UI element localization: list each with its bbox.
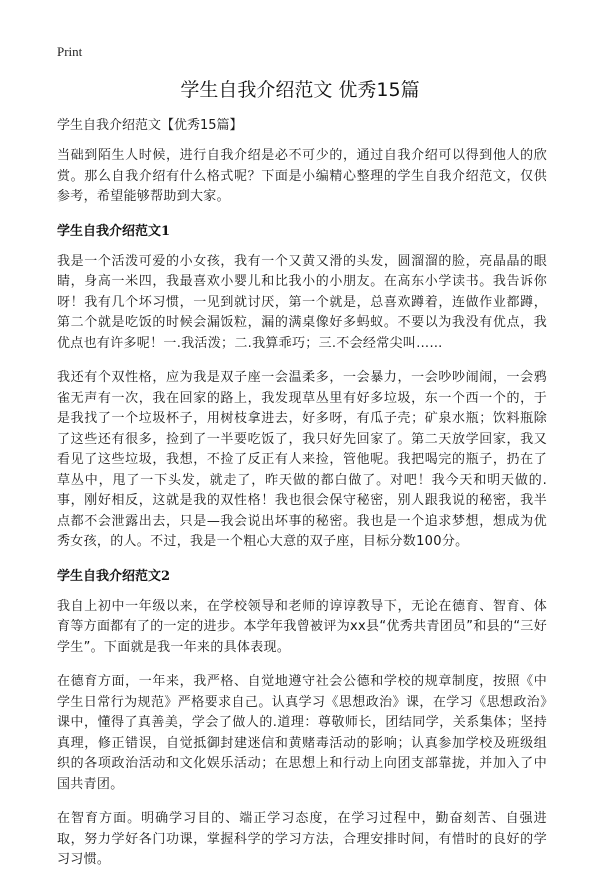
paragraph: 我自上初中一年级以来，在学校领导和老师的谆谆教导下，无论在德育、智育、体育等方面都有了的一定的进步。本学年我曾被评为xx县“优秀共青团员”和县的“三好学生”。下面就是我一年来的具体表现。 bbox=[57, 598, 547, 655]
paragraph: 我还有个双性格，应为我是双子座一会温柔多，一会暴力，一会吵吵闹闹，一会鸦雀无声有一次，我在回家的路上，我发现草丛里有好多垃圾，东一个西一个的，于是我找了一个垃圾杯子，用树枝拿进去，好多呀，有瓜子壳；矿泉水瓶；饮料瓶除了这些还有很多，捡到了一半要吃饭了，我只好先回家了。第二天放学回家，我又看见了这些垃圾，我想，不捡了反正有人来捡，管他呢。我把喝完的瓶子，扔在了草丛中，甩了一下头发，就走了，昨天做的都白做了。对吧！我今天和明天做的.事，刚好相反，这就是我的双性格！我也很会保守秘密，别人跟我说的秘密，我半点都不会泄露出去，只是—我会说出坏事的秘密。我也是一个追求梦想，想成为优秀女孩，的人。不过，我是一个粗心大意的双子座，目标分数100分。 bbox=[57, 370, 547, 549]
paragraph: 我是一个活泼可爱的小女孩，我有一个又黄又滑的头发，圆溜溜的脸，亮晶晶的眼睛，身高一米四，我最喜欢小婴儿和比我小的小朋友。在高东小学读书。我告诉你呀！我有几个坏习惯，一见到就讨厌，第一个就是，总喜欢蹲着，连做作业都蹲，第二个就是吃饭的时候会漏饭粒，漏的满桌像好多蚂蚁。不要以为我没有优点，我优点也有许多呢！一.我活泼；二.我算乖巧；三.不会经常尖叫…… bbox=[57, 253, 547, 351]
section-heading: 学生自我介绍范文2 bbox=[57, 568, 171, 584]
paragraph: 在德育方面，一年来，我严格、自觉地遵守社会公德和学校的规章制度，按照《中学生日常行为规范》严格要求自己。认真学习《思想政治》课，在学习《思想政治》课中，懂得了真善美，学会了做人的.道理：尊敬师长，团结同学，关系集体；坚持真理，修正错误，自觉抵御封建迷信和黄赌毒活动的影响；认真参加学校及班级组织的各项政治活动和文化娱乐活动；在思想上和行动上向团支部靠拢，并加入了中国共青团。 bbox=[57, 674, 547, 792]
page-title: 学生自我介绍范文 优秀15篇 bbox=[180, 79, 420, 101]
intro-paragraph: 当础到陌生人时候，进行自我介绍是必不可少的，通过自我介绍可以得到他人的欣赏。那么自我介绍有什么格式呢？下面是小编精心整理的学生自我介绍范文，仅供参考，希望能够帮助到大家。 bbox=[57, 148, 547, 204]
section-1 bbox=[57, 222, 547, 553]
article-body bbox=[57, 116, 547, 885]
section-heading: 学生自我介绍范文1 bbox=[57, 223, 171, 239]
paragraph: 在智育方面。明确学习目的、端正学习态度，在学习过程中，勤奋刻苦、自强进取，努力学好各门功课，掌握科学的学习方法，合理安排时间，有惜时的良好的学习习惯。 bbox=[57, 811, 547, 867]
section-2 bbox=[57, 567, 547, 871]
print-link[interactable]: Print bbox=[57, 44, 83, 59]
article-subtitle: 学生自我介绍范文【优秀15篇】 bbox=[57, 118, 243, 133]
